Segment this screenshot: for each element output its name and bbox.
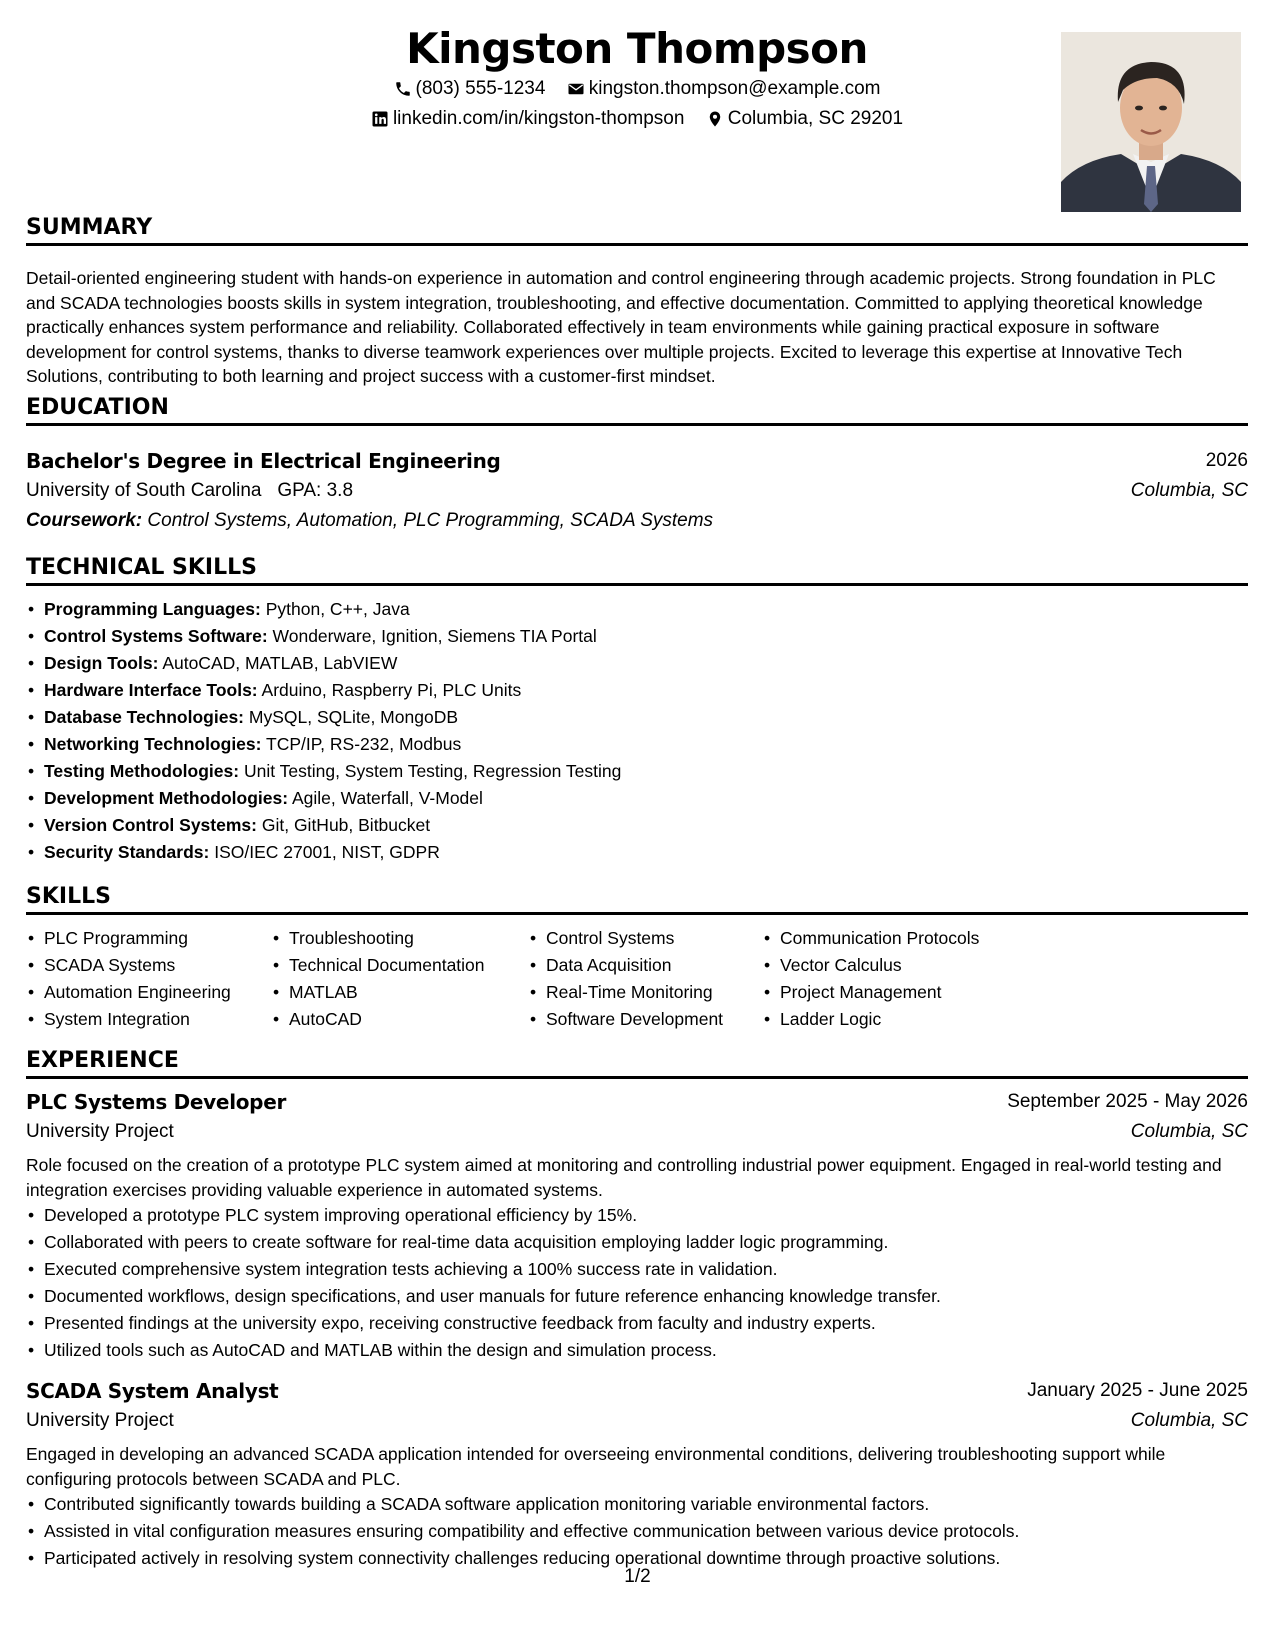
section-title-skills: SKILLS (26, 883, 1248, 915)
list-item: • Ladder Logic (780, 1006, 979, 1033)
location-text: Columbia, SC 29201 (727, 108, 904, 129)
page-number: 1/2 (624, 1566, 651, 1587)
job-2-description: Engaged in developing an advanced SCADA application intended for overseeing environmental conditions, delivering troubleshooting support while configuring protocols between SCADA and PLC. (26, 1444, 1166, 1489)
resume-header (26, 20, 1248, 220)
list-item: • Presented findings at the university expo, receiving constructive feedback from faculty and industry experts. (44, 1310, 941, 1337)
resume-page (26, 0, 1248, 1650)
phone-text: (803) 555-1234 (415, 78, 546, 99)
section-title-summary: SUMMARY (26, 214, 1248, 246)
skill-category: Testing Methodologies: (44, 761, 240, 781)
job-location: Columbia, SC (1130, 1410, 1248, 1431)
location-item (706, 106, 903, 132)
linkedin-text: linkedin.com/in/kingston-thompson (392, 108, 685, 129)
graduation-year: 2026 (1205, 450, 1248, 471)
coursework-list: Control Systems, Automation, PLC Programming, SCADA Systems (147, 510, 714, 531)
list-item: • Collaborated with peers to create software for real-time data acquisition employing ladder logic programming. (44, 1229, 941, 1256)
skill-values: TCP/IP, RS-232, Modbus (266, 734, 462, 754)
education-row-school (26, 476, 1248, 506)
list-item: • Participated actively in resolving system connectivity challenges reducing operational downtime through proactive solutions. (44, 1545, 1019, 1572)
list-item (44, 839, 621, 866)
skill-category: Security Standards: (44, 842, 210, 862)
skill-values: MySQL, SQLite, MongoDB (248, 707, 459, 727)
job-1-description: Role focused on the creation of a prototype PLC system aimed at monitoring and controlling industrial power equipment. Engaged in real-world testing and integration exercises providing valuable experience in automated systems. (26, 1155, 1222, 1200)
job-1-subheader (26, 1117, 1248, 1147)
list-item: • PLC Programming (44, 925, 231, 952)
skill-category: Version Control Systems: (44, 815, 257, 835)
section-title-technical-skills: TECHNICAL SKILLS (26, 554, 1248, 586)
skill-category: Design Tools: (44, 653, 159, 673)
skill-values: Git, GitHub, Bitbucket (261, 815, 431, 835)
job-role: SCADA System Analyst (26, 1379, 279, 1403)
profile-photo (1061, 32, 1241, 212)
skills-column-3 (528, 925, 723, 1033)
skills-column-1 (26, 925, 231, 1033)
list-item (44, 731, 621, 758)
portrait-image (1061, 32, 1241, 212)
list-item: • Assisted in vital configuration measures ensuring compatibility and effective communication between various device protocols. (44, 1518, 1019, 1545)
job-location: Columbia, SC (1130, 1121, 1248, 1142)
list-item (44, 596, 621, 623)
email-text: kingston.thompson@example.com (588, 78, 881, 99)
envelope-icon (567, 80, 585, 98)
job-2-subheader (26, 1406, 1248, 1436)
job-org: University Project (26, 1410, 174, 1431)
section-title-experience: EXPERIENCE (26, 1047, 1248, 1079)
education-row-degree (26, 446, 1248, 476)
phone-icon (394, 80, 412, 98)
linkedin-item[interactable] (371, 106, 685, 132)
section-title-education: EDUCATION (26, 394, 1248, 426)
coursework (26, 506, 713, 536)
summary-text: Detail-oriented engineering student with hands-on experience in automation and control engineering through academic projects. Strong foundation in PLC and SCADA technologies boosts skills in system integration, troubleshooting, and effective documentation. Committed to applying theoretical knowledge practically enhances system performance and reliability. Collaborated effectively in team environments while gaining practical exposure in software development for control systems, thanks to diverse teamwork experiences over multiple projects. Excited to leverage this expertise at Innovative Tech Solutions, contributing to both learning and project success with a customer-first mindset. (26, 268, 1216, 386)
list-item: • Contributed significantly towards building a SCADA software application monitoring variable environmental factors. (44, 1491, 1019, 1518)
list-item: • Developed a prototype PLC system improving operational efficiency by 15%. (44, 1202, 941, 1229)
map-pin-icon (706, 110, 724, 128)
skill-category: Control Systems Software: (44, 626, 268, 646)
linkedin-icon (371, 110, 389, 128)
skills-column-4 (762, 925, 979, 1033)
job-2-bullets (26, 1491, 1019, 1572)
list-item (44, 758, 621, 785)
skill-category: Networking Technologies: (44, 734, 262, 754)
job-dates: January 2025 - June 2025 (1027, 1380, 1248, 1401)
school-name: University of South Carolina (26, 480, 262, 501)
gpa: GPA: 3.8 (277, 480, 354, 501)
list-item (44, 677, 621, 704)
skill-values: AutoCAD, MATLAB, LabVIEW (162, 653, 398, 673)
job-dates: September 2025 - May 2026 (1007, 1091, 1248, 1112)
degree-title: Bachelor's Degree in Electrical Engineering (26, 449, 501, 473)
list-item: • Troubleshooting (289, 925, 485, 952)
coursework-label: Coursework: (26, 510, 143, 531)
list-item (44, 623, 621, 650)
list-item (44, 704, 621, 731)
job-2-header (26, 1376, 1248, 1406)
technical-skills-list (26, 596, 621, 866)
skill-values: Wonderware, Ignition, Siemens TIA Portal (272, 626, 597, 646)
school-location: Columbia, SC (1130, 480, 1248, 501)
list-item (44, 812, 621, 839)
email-item[interactable] (567, 76, 881, 102)
job-org: University Project (26, 1121, 174, 1142)
job-1-header (26, 1087, 1248, 1117)
list-item: • Project Management (780, 979, 979, 1006)
list-item: • Technical Documentation (289, 952, 485, 979)
list-item: • Real-Time Monitoring (546, 979, 723, 1006)
list-item: • Documented workflows, design specifications, and user manuals for future reference enhancing knowledge transfer. (44, 1283, 941, 1310)
list-item: • SCADA Systems (44, 952, 231, 979)
skill-category: Hardware Interface Tools: (44, 680, 258, 700)
skill-values: Arduino, Raspberry Pi, PLC Units (261, 680, 522, 700)
skills-column-2 (271, 925, 485, 1033)
skill-values: ISO/IEC 27001, NIST, GDPR (214, 842, 440, 862)
list-item (44, 650, 621, 677)
list-item: • Utilized tools such as AutoCAD and MATLAB within the design and simulation process. (44, 1337, 941, 1364)
school-info (26, 476, 353, 506)
list-item: • System Integration (44, 1006, 231, 1033)
skill-values: Unit Testing, System Testing, Regression Testing (243, 761, 622, 781)
list-item: • AutoCAD (289, 1006, 485, 1033)
skill-values: Agile, Waterfall, V-Model (291, 788, 483, 808)
list-item: • Executed comprehensive system integration tests achieving a 100% success rate in validation. (44, 1256, 941, 1283)
phone-item (394, 76, 546, 102)
list-item: • Automation Engineering (44, 979, 231, 1006)
list-item: • Control Systems (546, 925, 723, 952)
list-item: • Vector Calculus (780, 952, 979, 979)
job-role: PLC Systems Developer (26, 1090, 287, 1114)
skill-category: Development Methodologies: (44, 788, 289, 808)
job-1-bullets (26, 1202, 941, 1364)
skill-category: Database Technologies: (44, 707, 245, 727)
education-row-coursework (26, 506, 1248, 536)
candidate-name: Kingston Thompson (406, 24, 868, 73)
list-item: • Software Development (546, 1006, 723, 1033)
skill-category: Programming Languages: (44, 599, 261, 619)
list-item: • MATLAB (289, 979, 485, 1006)
list-item: • Communication Protocols (780, 925, 979, 952)
list-item: • Data Acquisition (546, 952, 723, 979)
list-item (44, 785, 621, 812)
skill-values: Python, C++, Java (265, 599, 410, 619)
